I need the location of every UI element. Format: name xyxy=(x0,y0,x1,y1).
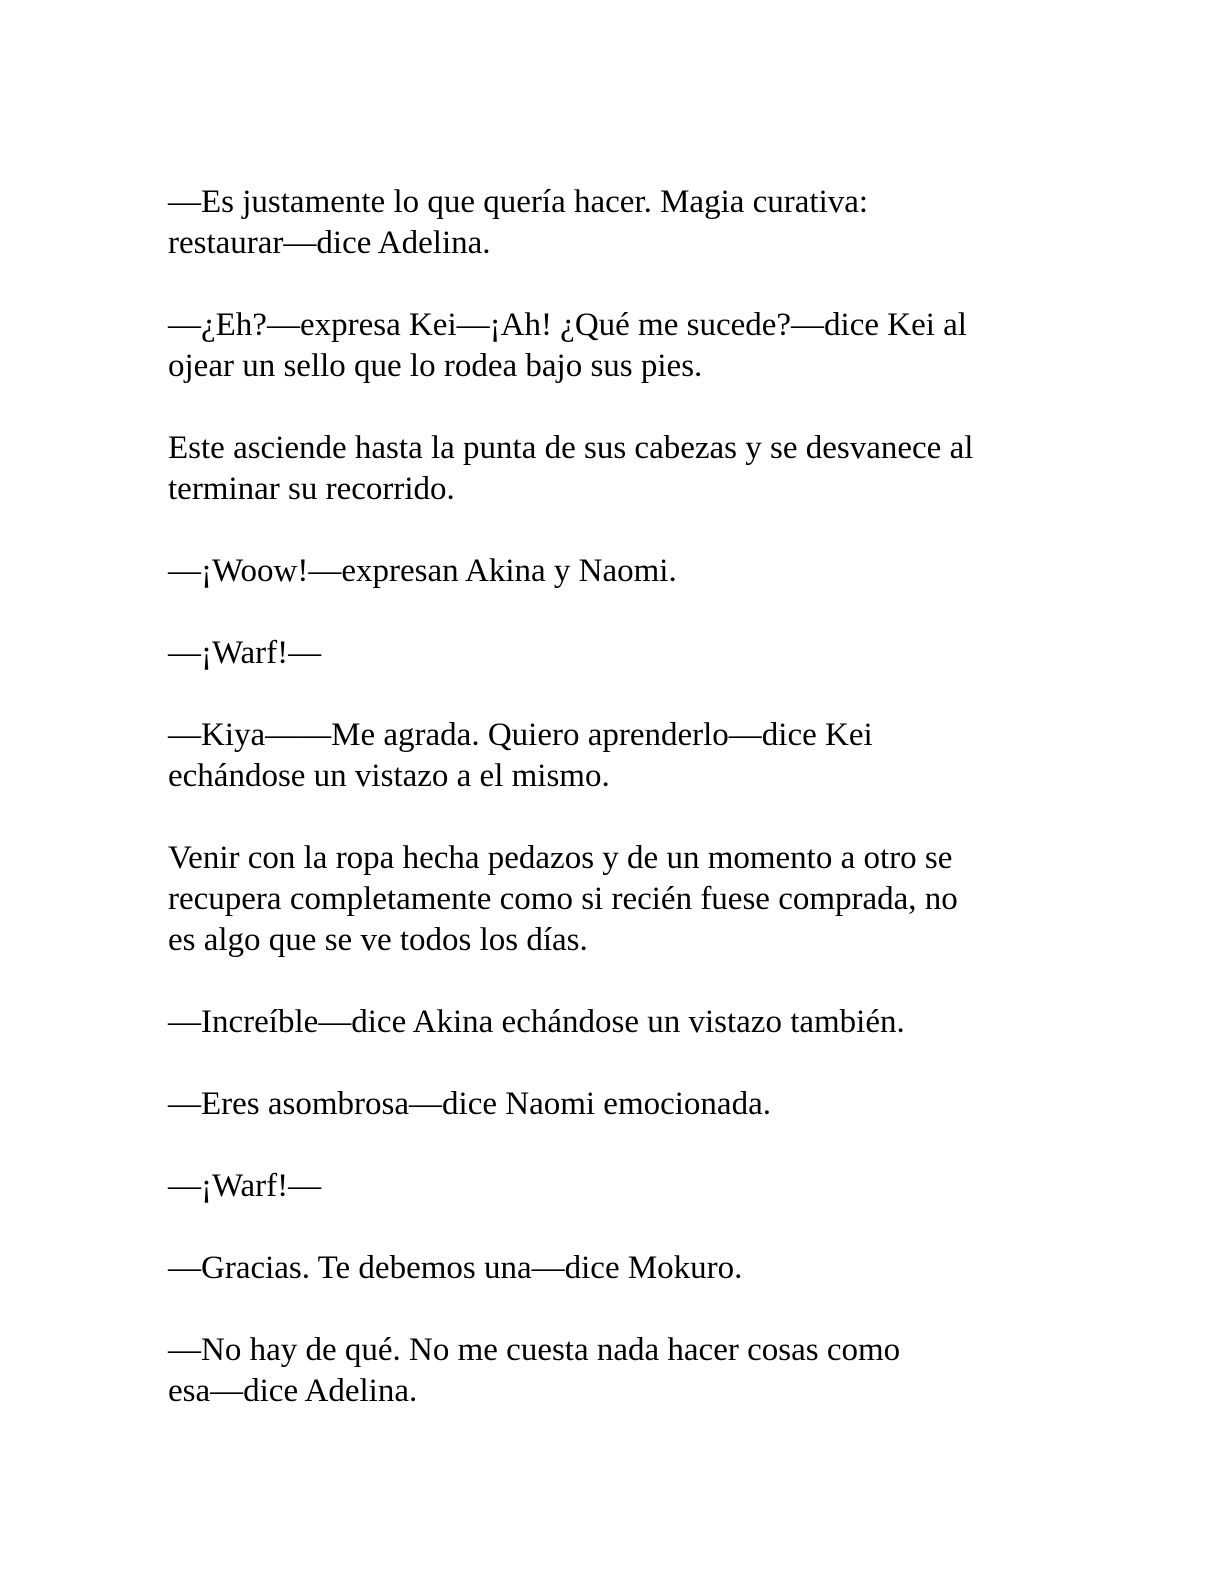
paragraph: —Kiya——Me agrada. Quiero aprenderlo—dice Kei echándose un vistazo a el mismo. xyxy=(168,717,873,794)
paragraph: —¡Warf!— xyxy=(168,1168,322,1204)
paragraph: —Increíble—dice Akina echándose un vistazo también. xyxy=(168,1004,905,1040)
paragraph: —¡Warf!— xyxy=(168,635,322,671)
paragraph: —Eres asombrosa—dice Naomi emocionada. xyxy=(168,1086,771,1122)
paragraph: —Es justamente lo que quería hacer. Magia curativa: restaurar—dice Adelina. xyxy=(168,184,869,261)
paragraph: —Gracias. Te debemos una—dice Mokuro. xyxy=(168,1250,743,1286)
paragraph: —¡Woow!—expresan Akina y Naomi. xyxy=(168,553,677,589)
paragraph: Este asciende hasta la punta de sus cabezas y se desvanece al terminar su recorrido. xyxy=(168,430,974,507)
paragraph: —No hay de qué. No me cuesta nada hacer cosas como esa—dice Adelina. xyxy=(168,1332,901,1409)
document-page xyxy=(168,182,1068,1453)
paragraph: —¿Eh?—expresa Kei—¡Ah! ¿Qué me sucede?—dice Kei al ojear un sello que lo rodea bajo sus pies. xyxy=(168,307,967,384)
paragraph: Venir con la ropa hecha pedazos y de un momento a otro se recupera completamente como si recién fuese comprada, no es algo que se ve todos los días. xyxy=(168,840,958,958)
